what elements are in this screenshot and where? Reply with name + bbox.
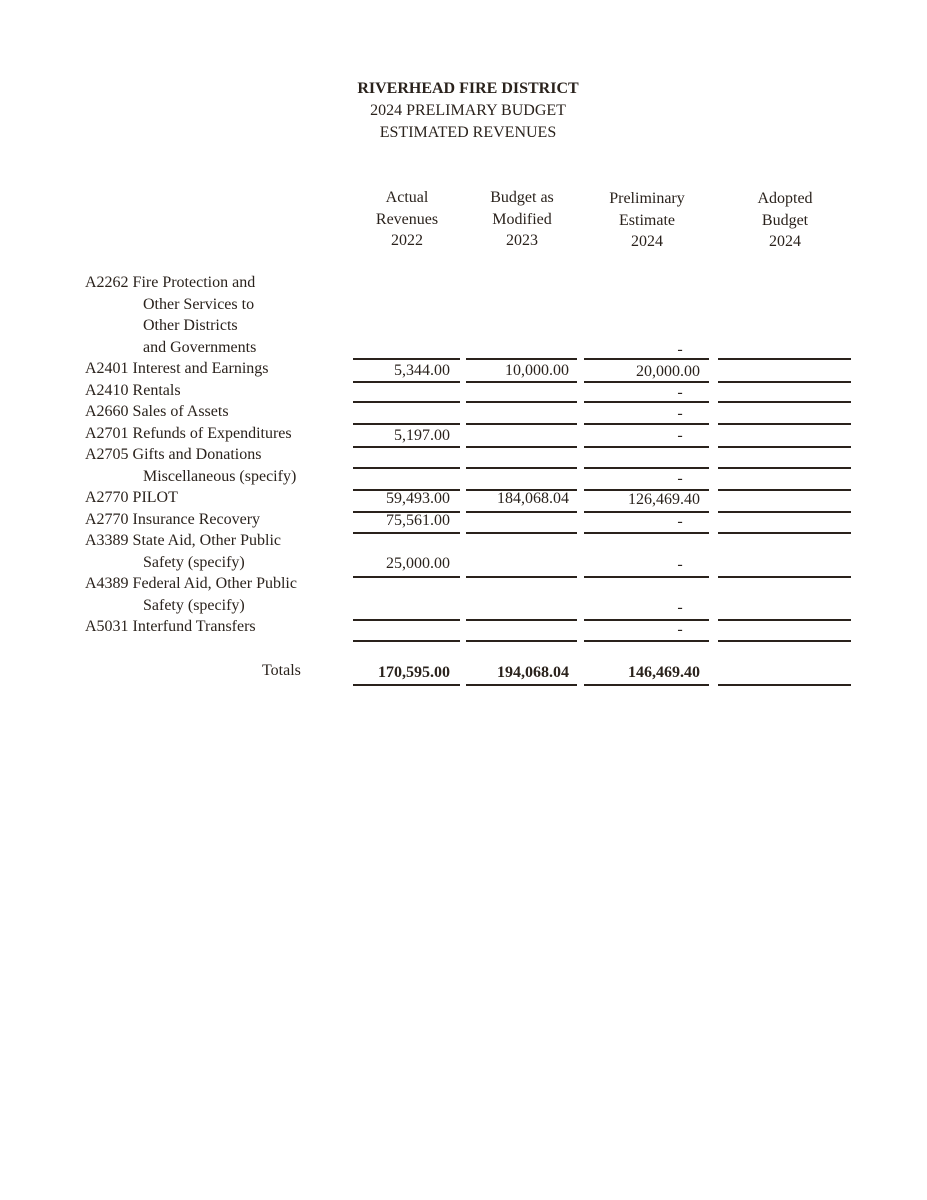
underline-rule	[584, 532, 709, 534]
column-header-estimate: Preliminary Estimate 2024	[609, 190, 685, 250]
cell-a2770-pilot-estimate: 126,469.40	[628, 491, 700, 508]
cell-a5031-estimate: -	[677, 621, 683, 638]
underline-rule	[466, 423, 577, 425]
underline-rule	[353, 423, 460, 425]
cell-a2770-insurance-actual: 75,561.00	[386, 512, 450, 529]
underline-rule	[718, 640, 851, 642]
underline-rule	[466, 576, 577, 578]
underline-rule	[584, 381, 709, 383]
cell-a2770-insurance-estimate: -	[677, 513, 683, 530]
cell-a2701-estimate: -	[677, 427, 683, 444]
row-label-a2262-line3: Other Districts	[143, 317, 238, 334]
row-label-a2262-line2: Other Services to	[143, 296, 255, 313]
row-label-a2770-insurance: A2770 Insurance Recovery	[85, 511, 261, 528]
cell-a2410-estimate: -	[677, 384, 683, 401]
underline-rule	[718, 532, 851, 534]
underline-rule	[584, 684, 709, 686]
underline-rule	[584, 401, 709, 403]
underline-rule	[466, 446, 577, 448]
cell-a2401-actual: 5,344.00	[394, 362, 450, 379]
row-label-a3389: A3389 State Aid, Other Public	[85, 532, 281, 549]
district-name: RIVERHEAD FIRE DISTRICT	[357, 80, 579, 97]
underline-rule	[353, 511, 460, 513]
row-label-a2770-pilot: A2770 PILOT	[85, 489, 178, 506]
underline-rule	[584, 576, 709, 578]
underline-rule	[466, 381, 577, 383]
cell-a2705-estimate: -	[677, 470, 683, 487]
cell-a2770-pilot-modified: 184,068.04	[497, 490, 569, 507]
row-label-a2705: A2705 Gifts and Donations	[85, 446, 262, 463]
underline-rule	[466, 401, 577, 403]
underline-rule	[466, 640, 577, 642]
row-label-a4389-line2: Safety (specify)	[143, 597, 245, 614]
cell-a2660-estimate: -	[677, 405, 683, 422]
underline-rule	[718, 619, 851, 621]
underline-rule	[718, 446, 851, 448]
row-label-a2262-line4: and Governments	[143, 339, 257, 356]
total-actual: 170,595.00	[378, 664, 450, 681]
cell-a2770-pilot-actual: 59,493.00	[386, 490, 450, 507]
column-header-modified: Budget as Modified 2023	[490, 189, 554, 249]
underline-rule	[718, 381, 851, 383]
cell-a3389-actual: 25,000.00	[386, 555, 450, 572]
row-label-a5031: A5031 Interfund Transfers	[85, 618, 256, 635]
row-label-a4389: A4389 Federal Aid, Other Public	[85, 575, 297, 592]
section-title: ESTIMATED REVENUES	[379, 124, 557, 141]
row-label-a2410: A2410 Rentals	[85, 382, 181, 399]
underline-rule	[718, 576, 851, 578]
underline-rule	[718, 423, 851, 425]
underline-rule	[718, 401, 851, 403]
row-label-a2701: A2701 Refunds of Expenditures	[85, 425, 292, 442]
underline-rule	[466, 684, 577, 686]
underline-rule	[584, 467, 709, 469]
underline-rule	[584, 640, 709, 642]
underline-rule	[718, 467, 851, 469]
underline-rule	[466, 489, 577, 491]
underline-rule	[718, 511, 851, 513]
column-header-adopted: Adopted Budget 2024	[757, 190, 813, 250]
row-label-a2705-line2: Miscellaneous (specify)	[143, 468, 297, 485]
cell-a2401-modified: 10,000.00	[505, 362, 569, 379]
underline-rule	[718, 684, 851, 686]
underline-rule	[353, 467, 460, 469]
underline-rule	[353, 358, 460, 360]
underline-rule	[353, 619, 460, 621]
total-modified: 194,068.04	[497, 664, 569, 681]
underline-rule	[466, 358, 577, 360]
cell-a2262-estimate: -	[677, 341, 683, 358]
row-label-a2262: A2262 Fire Protection and	[85, 274, 256, 291]
underline-rule	[466, 511, 577, 513]
underline-rule	[718, 358, 851, 360]
underline-rule	[353, 446, 460, 448]
totals-label: Totals	[262, 662, 301, 679]
underline-rule	[584, 358, 709, 360]
underline-rule	[353, 532, 460, 534]
underline-rule	[466, 619, 577, 621]
cell-a4389-estimate: -	[677, 599, 683, 616]
underline-rule	[466, 532, 577, 534]
underline-rule	[584, 423, 709, 425]
underline-rule	[353, 640, 460, 642]
total-estimate: 146,469.40	[628, 664, 700, 681]
row-label-a3389-line2: Safety (specify)	[143, 554, 245, 571]
row-label-a2660: A2660 Sales of Assets	[85, 403, 229, 420]
underline-rule	[353, 684, 460, 686]
underline-rule	[353, 576, 460, 578]
row-label-a2401: A2401 Interest and Earnings	[85, 360, 269, 377]
cell-a2701-actual: 5,197.00	[394, 427, 450, 444]
underline-rule	[584, 446, 709, 448]
underline-rule	[353, 381, 460, 383]
underline-rule	[584, 619, 709, 621]
underline-rule	[353, 401, 460, 403]
column-header-actual: Actual Revenues 2022	[375, 189, 439, 249]
budget-title: 2024 PRELIMARY BUDGET	[370, 102, 566, 119]
underline-rule	[584, 511, 709, 513]
cell-a3389-estimate: -	[677, 556, 683, 573]
underline-rule	[718, 489, 851, 491]
underline-rule	[466, 467, 577, 469]
underline-rule	[353, 489, 460, 491]
cell-a2401-estimate: 20,000.00	[636, 363, 700, 380]
underline-rule	[584, 489, 709, 491]
